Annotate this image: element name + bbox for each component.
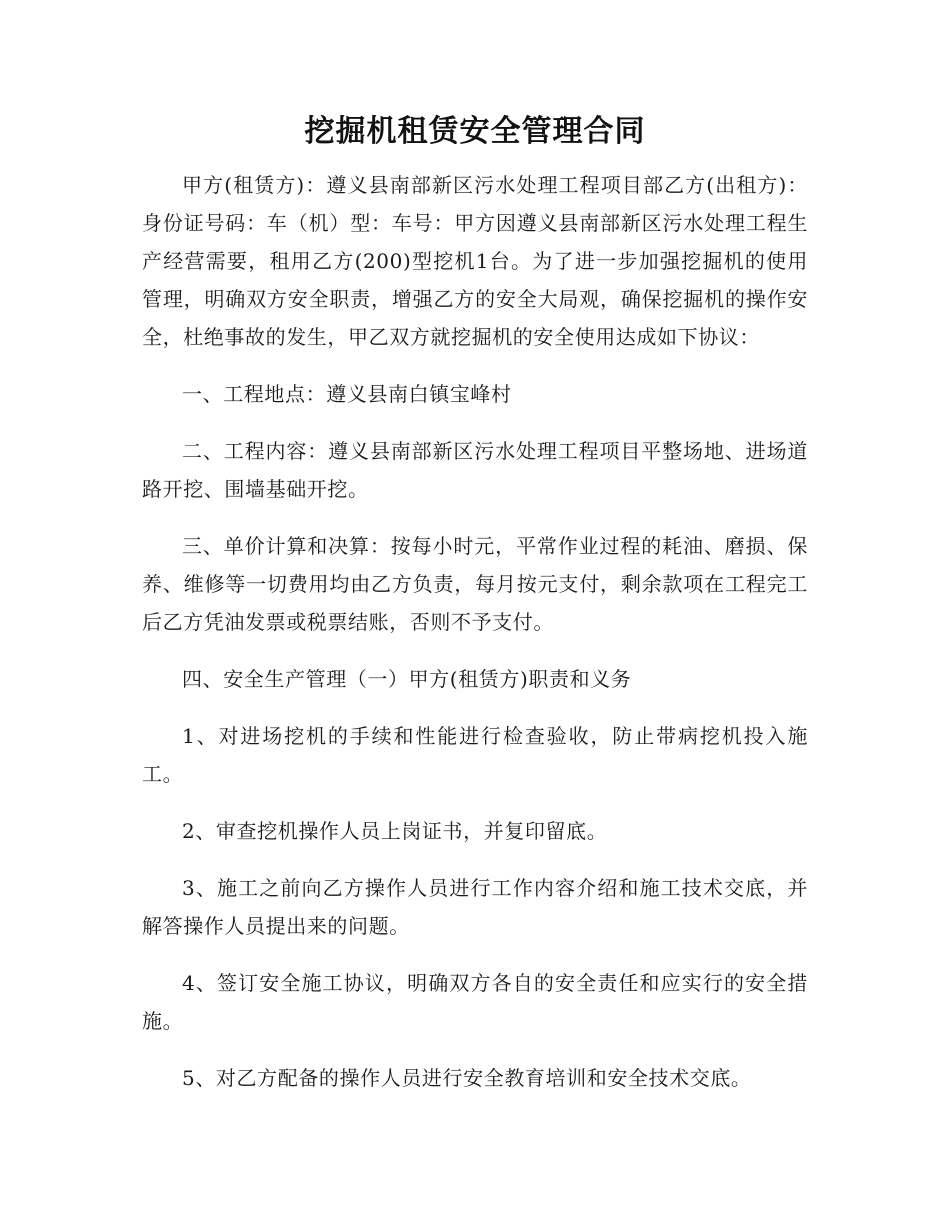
paragraph-item-5: 5、对乙方配备的操作人员进行安全教育培训和安全技术交底。 xyxy=(182,1066,752,1090)
document-body xyxy=(142,166,808,1116)
document-title: 挖掘机租赁安全管理合同 xyxy=(304,114,646,149)
paragraph-project-content: 二、工程内容：遵义县南部新区污水处理工程项目平整场地、进场道路开挖、围墙基础开挖。 xyxy=(142,439,808,501)
paragraph-item-2: 2、审查挖机操作人员上岗证书，并复印留底。 xyxy=(182,819,608,843)
paragraph-project-location: 一、工程地点：遵义县南白镇宝峰村 xyxy=(182,382,512,406)
paragraph-item-4: 4、签订安全施工协议，明确双方各自的安全责任和应实行的安全措施。 xyxy=(142,971,808,1033)
paragraph-item-1: 1、对进场挖机的手续和性能进行检查验收，防止带病挖机投入施工。 xyxy=(142,724,808,786)
paragraph-safety-heading: 四、安全生产管理（一）甲方(租赁方)职责和义务 xyxy=(182,667,632,691)
paragraph-item-3: 3、施工之前向乙方操作人员进行工作内容介绍和施工技术交底，并解答操作人员提出来的问题。 xyxy=(142,876,808,938)
paragraph-pricing: 三、单价计算和决算：按每小时元，平常作业过程的耗油、磨损、保养、维修等一切费用均由乙方负责，每月按元支付，剩余款项在工程完工后乙方凭油发票或税票结账，否则不予支付。 xyxy=(142,534,808,634)
paragraph-intro: 甲方(租赁方)：遵义县南部新区污水处理工程项目部乙方(出租方)：身份证号码：车（机）型：车号：甲方因遵义县南部新区污水处理工程生产经营需要，租用乙方(200)型挖机1台。为了进一步加强挖掘机的使用管理，明确双方安全职责，增强乙方的安全大局观，确保挖掘机的操作安全，杜绝事故的发生，甲乙双方就挖掘机的安全使用达成如下协议： xyxy=(142,173,808,349)
